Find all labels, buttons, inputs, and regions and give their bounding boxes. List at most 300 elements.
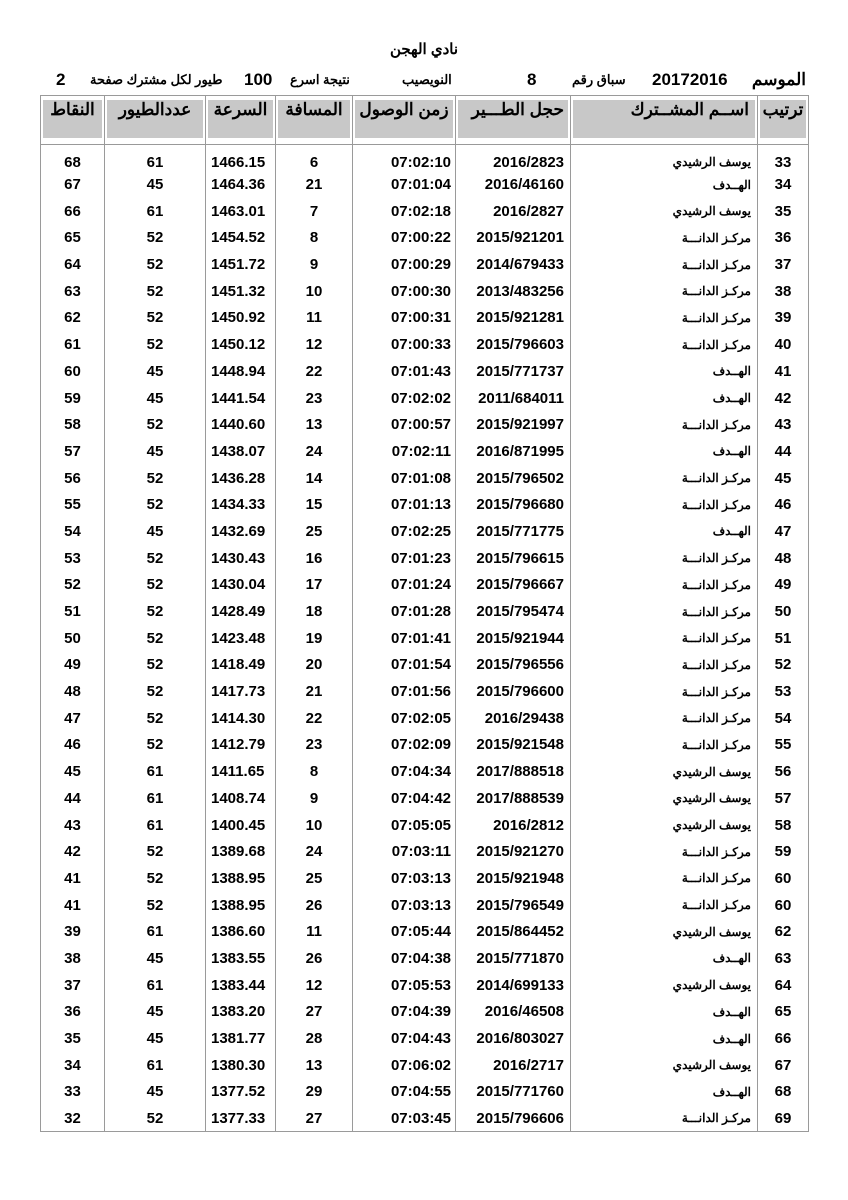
cell-points: 53 <box>41 545 105 572</box>
cell-ring: 2015/796549 <box>456 892 571 919</box>
cell-speed: 1441.54 <box>206 385 276 412</box>
cell-time: 07:04:42 <box>353 785 456 812</box>
cell-name: مركـز الدانـــة <box>571 865 758 892</box>
cell-speed: 1383.55 <box>206 945 276 972</box>
cell-name: مركـز الدانـــة <box>571 411 758 438</box>
cell-speed: 1432.69 <box>206 518 276 545</box>
cell-points: 68 <box>41 145 105 172</box>
cell-ring: 2016/803027 <box>456 1025 571 1052</box>
table-row <box>41 572 809 599</box>
table-row <box>41 331 809 358</box>
cell-distance: 21 <box>276 678 353 705</box>
table-row <box>41 945 809 972</box>
cell-name: الهــدف <box>571 999 758 1026</box>
cell-name: الهــدف <box>571 1079 758 1106</box>
cell-distance: 22 <box>276 358 353 385</box>
cell-time: 07:02:25 <box>353 518 456 545</box>
cell-birds: 61 <box>105 812 206 839</box>
table-row <box>41 145 809 172</box>
cell-time: 07:04:55 <box>353 1079 456 1106</box>
cell-rank: 39 <box>758 305 809 332</box>
cell-rank: 40 <box>758 331 809 358</box>
cell-ring: 2015/795474 <box>456 598 571 625</box>
cell-name: يوسف الرشيدي <box>571 812 758 839</box>
cell-distance: 25 <box>276 865 353 892</box>
birds-count: 100 <box>244 70 273 89</box>
cell-time: 07:02:18 <box>353 198 456 225</box>
cell-name: يوسف الرشيدي <box>571 198 758 225</box>
cell-birds: 52 <box>105 572 206 599</box>
cell-time: 07:02:09 <box>353 732 456 759</box>
cell-ring: 2016/46160 <box>456 171 571 198</box>
cell-name: مركـز الدانـــة <box>571 278 758 305</box>
cell-time: 07:04:43 <box>353 1025 456 1052</box>
table-row <box>41 785 809 812</box>
cell-distance: 12 <box>276 972 353 999</box>
cell-ring: 2016/871995 <box>456 438 571 465</box>
cell-points: 37 <box>41 972 105 999</box>
cell-birds: 52 <box>105 251 206 278</box>
cell-distance: 24 <box>276 438 353 465</box>
cell-birds: 45 <box>105 385 206 412</box>
cell-birds: 45 <box>105 945 206 972</box>
cell-distance: 7 <box>276 198 353 225</box>
cell-time: 07:03:11 <box>353 838 456 865</box>
cell-distance: 28 <box>276 1025 353 1052</box>
per-participant-label: طيور لكل مشترك صفحة <box>90 72 223 87</box>
cell-time: 07:01:56 <box>353 678 456 705</box>
cell-time: 07:05:53 <box>353 972 456 999</box>
cell-time: 07:05:05 <box>353 812 456 839</box>
cell-points: 59 <box>41 385 105 412</box>
cell-rank: 44 <box>758 438 809 465</box>
cell-distance: 23 <box>276 732 353 759</box>
cell-name: مركـز الدانـــة <box>571 1105 758 1132</box>
cell-birds: 52 <box>105 491 206 518</box>
cell-points: 44 <box>41 785 105 812</box>
cell-speed: 1388.95 <box>206 865 276 892</box>
cell-time: 07:01:04 <box>353 171 456 198</box>
cell-name: يوسف الرشيدي <box>571 785 758 812</box>
cell-time: 07:02:02 <box>353 385 456 412</box>
cell-points: 64 <box>41 251 105 278</box>
cell-speed: 1464.36 <box>206 171 276 198</box>
cell-rank: 53 <box>758 678 809 705</box>
cell-speed: 1466.15 <box>206 145 276 172</box>
cell-rank: 38 <box>758 278 809 305</box>
cell-ring: 2015/921201 <box>456 225 571 252</box>
cell-rank: 43 <box>758 411 809 438</box>
cell-rank: 65 <box>758 999 809 1026</box>
cell-distance: 27 <box>276 1105 353 1132</box>
cell-rank: 37 <box>758 251 809 278</box>
cell-birds: 45 <box>105 1025 206 1052</box>
cell-distance: 6 <box>276 145 353 172</box>
cell-distance: 8 <box>276 758 353 785</box>
cell-ring: 2016/2823 <box>456 145 571 172</box>
table-row <box>41 865 809 892</box>
cell-distance: 19 <box>276 625 353 652</box>
cell-name: مركـز الدانـــة <box>571 678 758 705</box>
cell-speed: 1417.73 <box>206 678 276 705</box>
table-row <box>41 198 809 225</box>
cell-ring: 2011/684011 <box>456 385 571 412</box>
cell-time: 07:04:38 <box>353 945 456 972</box>
cell-distance: 9 <box>276 785 353 812</box>
cell-birds: 61 <box>105 758 206 785</box>
cell-points: 66 <box>41 198 105 225</box>
cell-points: 50 <box>41 625 105 652</box>
cell-distance: 10 <box>276 278 353 305</box>
table-row <box>41 732 809 759</box>
cell-distance: 8 <box>276 225 353 252</box>
cell-rank: 63 <box>758 945 809 972</box>
cell-name: يوسف الرشيدي <box>571 972 758 999</box>
cell-time: 07:04:34 <box>353 758 456 785</box>
cell-time: 07:01:41 <box>353 625 456 652</box>
cell-ring: 2017/888518 <box>456 758 571 785</box>
cell-speed: 1448.94 <box>206 358 276 385</box>
cell-distance: 24 <box>276 838 353 865</box>
cell-birds: 52 <box>105 705 206 732</box>
cell-rank: 66 <box>758 1025 809 1052</box>
cell-points: 47 <box>41 705 105 732</box>
cell-birds: 45 <box>105 358 206 385</box>
cell-name: مركـز الدانـــة <box>571 465 758 492</box>
cell-name: يوسف الرشيدي <box>571 145 758 172</box>
table-row <box>41 678 809 705</box>
cell-name: يوسف الرشيدي <box>571 758 758 785</box>
cell-distance: 14 <box>276 465 353 492</box>
cell-name: مركـز الدانـــة <box>571 625 758 652</box>
cell-name: يوسف الرشيدي <box>571 1052 758 1079</box>
cell-speed: 1434.33 <box>206 491 276 518</box>
cell-distance: 9 <box>276 251 353 278</box>
cell-distance: 20 <box>276 652 353 679</box>
cell-time: 07:01:24 <box>353 572 456 599</box>
season-label: الموسم <box>751 70 806 89</box>
table-row <box>41 758 809 785</box>
cell-birds: 52 <box>105 225 206 252</box>
cell-speed: 1451.72 <box>206 251 276 278</box>
cell-points: 63 <box>41 278 105 305</box>
cell-distance: 16 <box>276 545 353 572</box>
cell-rank: 69 <box>758 1105 809 1132</box>
cell-distance: 26 <box>276 892 353 919</box>
cell-rank: 59 <box>758 838 809 865</box>
cell-points: 51 <box>41 598 105 625</box>
cell-speed: 1377.52 <box>206 1079 276 1106</box>
cell-birds: 45 <box>105 438 206 465</box>
cell-birds: 52 <box>105 1105 206 1132</box>
results-table <box>40 95 809 1132</box>
cell-rank: 33 <box>758 145 809 172</box>
cell-points: 42 <box>41 838 105 865</box>
cell-speed: 1451.32 <box>206 278 276 305</box>
cell-name: مركـز الدانـــة <box>571 251 758 278</box>
cell-ring: 2016/46508 <box>456 999 571 1026</box>
cell-speed: 1381.77 <box>206 1025 276 1052</box>
cell-birds: 45 <box>105 1079 206 1106</box>
cell-time: 07:03:13 <box>353 865 456 892</box>
cell-rank: 57 <box>758 785 809 812</box>
cell-rank: 45 <box>758 465 809 492</box>
page-number: 2 <box>56 70 66 89</box>
cell-points: 49 <box>41 652 105 679</box>
cell-points: 36 <box>41 999 105 1026</box>
cell-rank: 48 <box>758 545 809 572</box>
cell-birds: 52 <box>105 465 206 492</box>
cell-birds: 52 <box>105 892 206 919</box>
cell-distance: 17 <box>276 572 353 599</box>
cell-birds: 61 <box>105 972 206 999</box>
cell-ring: 2015/796667 <box>456 572 571 599</box>
cell-ring: 2015/796600 <box>456 678 571 705</box>
table-row <box>41 545 809 572</box>
cell-speed: 1430.43 <box>206 545 276 572</box>
cell-name: مركـز الدانـــة <box>571 652 758 679</box>
cell-speed: 1388.95 <box>206 892 276 919</box>
cell-time: 07:02:11 <box>353 438 456 465</box>
table-row <box>41 999 809 1026</box>
cell-ring: 2015/921281 <box>456 305 571 332</box>
col-speed: السرعة <box>206 96 276 145</box>
cell-name: مركـز الدانـــة <box>571 705 758 732</box>
cell-ring: 2015/796606 <box>456 1105 571 1132</box>
cell-name: مركـز الدانـــة <box>571 892 758 919</box>
cell-rank: 42 <box>758 385 809 412</box>
cell-distance: 10 <box>276 812 353 839</box>
cell-ring: 2015/771737 <box>456 358 571 385</box>
cell-points: 54 <box>41 518 105 545</box>
cell-time: 07:03:45 <box>353 1105 456 1132</box>
cell-distance: 29 <box>276 1079 353 1106</box>
cell-ring: 2015/796680 <box>456 491 571 518</box>
cell-time: 07:05:44 <box>353 918 456 945</box>
cell-ring: 2015/864452 <box>456 918 571 945</box>
cell-rank: 35 <box>758 198 809 225</box>
cell-ring: 2015/796502 <box>456 465 571 492</box>
cell-birds: 61 <box>105 1052 206 1079</box>
table-row <box>41 918 809 945</box>
table-row <box>41 625 809 652</box>
race-number: 8 <box>527 70 537 89</box>
cell-speed: 1414.30 <box>206 705 276 732</box>
cell-distance: 11 <box>276 305 353 332</box>
cell-distance: 23 <box>276 385 353 412</box>
col-time: زمن الوصول <box>353 96 456 145</box>
cell-points: 56 <box>41 465 105 492</box>
cell-ring: 2016/29438 <box>456 705 571 732</box>
cell-birds: 52 <box>105 411 206 438</box>
cell-name: مركـز الدانـــة <box>571 305 758 332</box>
cell-time: 07:01:54 <box>353 652 456 679</box>
cell-time: 07:00:29 <box>353 251 456 278</box>
cell-birds: 52 <box>105 305 206 332</box>
cell-points: 46 <box>41 732 105 759</box>
cell-ring: 2015/796556 <box>456 652 571 679</box>
cell-speed: 1408.74 <box>206 785 276 812</box>
cell-points: 33 <box>41 1079 105 1106</box>
cell-name: يوسف الرشيدي <box>571 918 758 945</box>
cell-ring: 2015/921948 <box>456 865 571 892</box>
cell-ring: 2015/771760 <box>456 1079 571 1106</box>
table-row <box>41 518 809 545</box>
cell-birds: 52 <box>105 678 206 705</box>
cell-ring: 2014/699133 <box>456 972 571 999</box>
cell-rank: 50 <box>758 598 809 625</box>
cell-points: 55 <box>41 491 105 518</box>
table-row <box>41 438 809 465</box>
cell-birds: 45 <box>105 999 206 1026</box>
cell-birds: 61 <box>105 918 206 945</box>
cell-speed: 1412.79 <box>206 732 276 759</box>
cell-time: 07:04:39 <box>353 999 456 1026</box>
cell-points: 61 <box>41 331 105 358</box>
table-row <box>41 812 809 839</box>
cell-distance: 25 <box>276 518 353 545</box>
cell-points: 45 <box>41 758 105 785</box>
cell-distance: 15 <box>276 491 353 518</box>
cell-speed: 1438.07 <box>206 438 276 465</box>
table-row <box>41 305 809 332</box>
cell-distance: 11 <box>276 918 353 945</box>
cell-speed: 1450.92 <box>206 305 276 332</box>
cell-rank: 68 <box>758 1079 809 1106</box>
cell-name: مركـز الدانـــة <box>571 838 758 865</box>
col-points: النقاط <box>41 96 105 145</box>
cell-name: مركـز الدانـــة <box>571 598 758 625</box>
cell-rank: 55 <box>758 732 809 759</box>
cell-ring: 2015/921548 <box>456 732 571 759</box>
cell-time: 07:06:02 <box>353 1052 456 1079</box>
cell-points: 65 <box>41 225 105 252</box>
cell-speed: 1389.68 <box>206 838 276 865</box>
col-ring: حجل الطـــير <box>456 96 571 145</box>
cell-name: الهــدف <box>571 358 758 385</box>
table-row <box>41 491 809 518</box>
cell-rank: 49 <box>758 572 809 599</box>
cell-ring: 2016/2717 <box>456 1052 571 1079</box>
cell-name: الهــدف <box>571 945 758 972</box>
cell-distance: 13 <box>276 411 353 438</box>
cell-speed: 1423.48 <box>206 625 276 652</box>
cell-time: 07:02:05 <box>353 705 456 732</box>
cell-speed: 1383.20 <box>206 999 276 1026</box>
cell-rank: 56 <box>758 758 809 785</box>
cell-rank: 58 <box>758 812 809 839</box>
cell-points: 41 <box>41 865 105 892</box>
cell-ring: 2016/2812 <box>456 812 571 839</box>
cell-ring: 2016/2827 <box>456 198 571 225</box>
table-row <box>41 1025 809 1052</box>
cell-speed: 1430.04 <box>206 572 276 599</box>
cell-birds: 52 <box>105 278 206 305</box>
cell-name: مركـز الدانـــة <box>571 572 758 599</box>
cell-birds: 52 <box>105 838 206 865</box>
cell-points: 52 <box>41 572 105 599</box>
cell-speed: 1386.60 <box>206 918 276 945</box>
season-value: 20172016 <box>652 70 728 89</box>
cell-rank: 52 <box>758 652 809 679</box>
cell-points: 41 <box>41 892 105 919</box>
cell-birds: 61 <box>105 198 206 225</box>
cell-birds: 52 <box>105 732 206 759</box>
cell-rank: 51 <box>758 625 809 652</box>
cell-name: مركـز الدانـــة <box>571 225 758 252</box>
cell-points: 32 <box>41 1105 105 1132</box>
cell-distance: 22 <box>276 705 353 732</box>
table-row <box>41 705 809 732</box>
cell-time: 07:00:33 <box>353 331 456 358</box>
cell-ring: 2017/888539 <box>456 785 571 812</box>
cell-name: مركـز الدانـــة <box>571 331 758 358</box>
cell-rank: 62 <box>758 918 809 945</box>
cell-birds: 61 <box>105 145 206 172</box>
cell-rank: 67 <box>758 1052 809 1079</box>
cell-time: 07:00:22 <box>353 225 456 252</box>
cell-speed: 1411.65 <box>206 758 276 785</box>
cell-name: الهــدف <box>571 518 758 545</box>
cell-distance: 13 <box>276 1052 353 1079</box>
cell-name: مركـز الدانـــة <box>571 732 758 759</box>
col-name: اســم المشــترك <box>571 96 758 145</box>
cell-name: الهــدف <box>571 385 758 412</box>
cell-ring: 2015/921997 <box>456 411 571 438</box>
table-row <box>41 385 809 412</box>
table-row <box>41 278 809 305</box>
cell-birds: 52 <box>105 598 206 625</box>
cell-birds: 45 <box>105 518 206 545</box>
table-row <box>41 1079 809 1106</box>
table-row <box>41 411 809 438</box>
cell-ring: 2015/921270 <box>456 838 571 865</box>
race-label: سباق رقم <box>572 72 626 87</box>
cell-points: 62 <box>41 305 105 332</box>
table-row <box>41 1052 809 1079</box>
cell-rank: 46 <box>758 491 809 518</box>
cell-rank: 41 <box>758 358 809 385</box>
table-row <box>41 465 809 492</box>
cell-time: 07:01:28 <box>353 598 456 625</box>
cell-rank: 64 <box>758 972 809 999</box>
cell-ring: 2013/483256 <box>456 278 571 305</box>
cell-name: الهــدف <box>571 438 758 465</box>
cell-time: 07:00:31 <box>353 305 456 332</box>
cell-distance: 27 <box>276 999 353 1026</box>
cell-name: الهــدف <box>571 171 758 198</box>
cell-speed: 1440.60 <box>206 411 276 438</box>
table-row <box>41 652 809 679</box>
cell-rank: 60 <box>758 892 809 919</box>
table-row <box>41 1105 809 1132</box>
cell-time: 07:00:57 <box>353 411 456 438</box>
cell-speed: 1383.44 <box>206 972 276 999</box>
cell-points: 67 <box>41 171 105 198</box>
cell-name: الهــدف <box>571 1025 758 1052</box>
cell-rank: 36 <box>758 225 809 252</box>
cell-name: مركـز الدانـــة <box>571 545 758 572</box>
club-title: نادي الهجن <box>389 41 459 58</box>
cell-birds: 52 <box>105 331 206 358</box>
cell-birds: 52 <box>105 865 206 892</box>
cell-speed: 1450.12 <box>206 331 276 358</box>
cell-ring: 2015/771775 <box>456 518 571 545</box>
cell-points: 39 <box>41 918 105 945</box>
cell-points: 35 <box>41 1025 105 1052</box>
cell-points: 38 <box>41 945 105 972</box>
cell-birds: 52 <box>105 652 206 679</box>
